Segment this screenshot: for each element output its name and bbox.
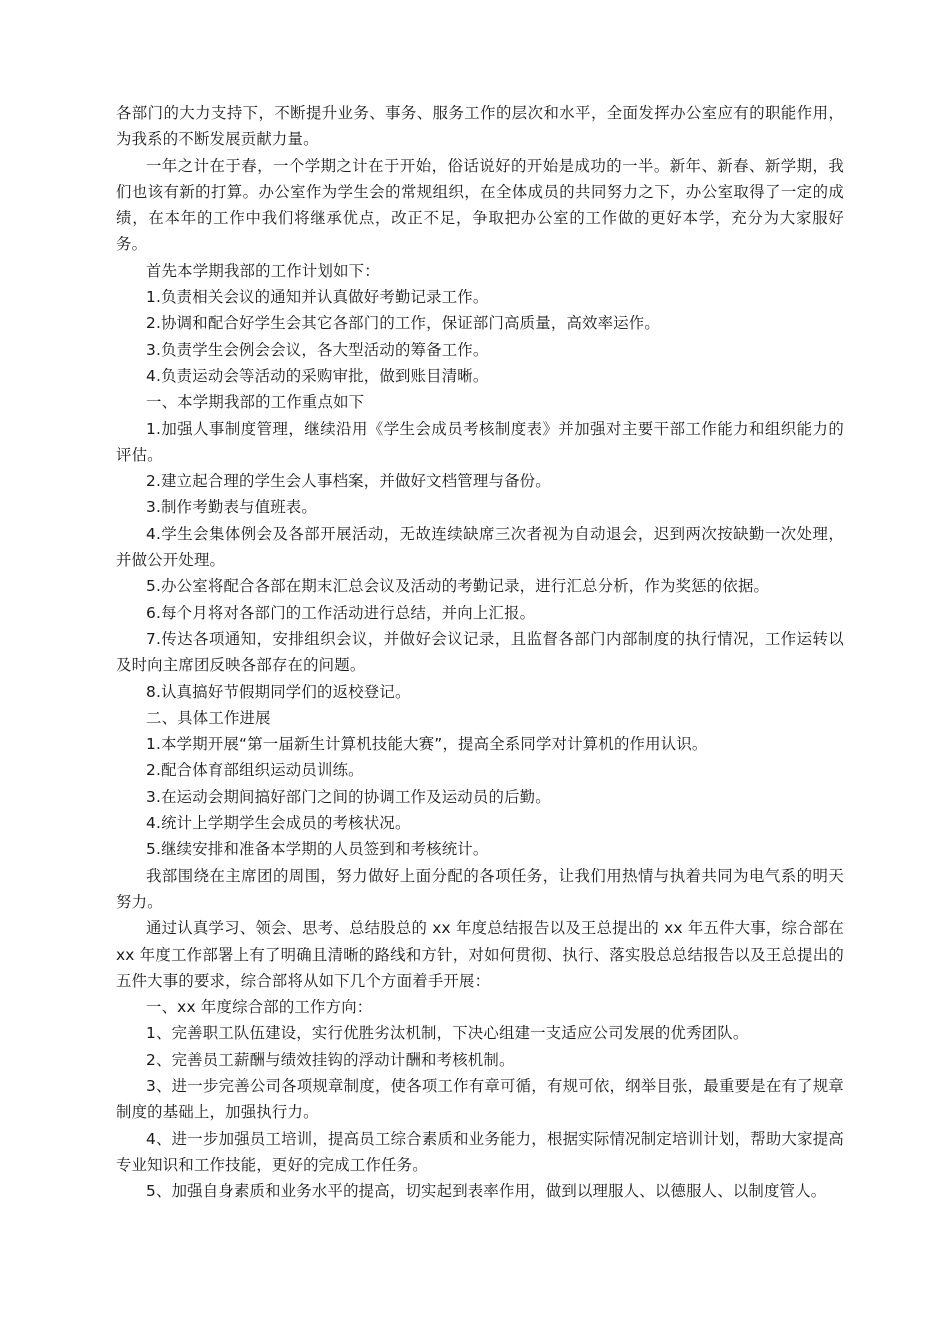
list-item: 7.传达各项通知，安排组织会议，并做好会议记录，且监督各部门内部制度的执行情况，工作运转以及时向主席团反映各部存在的问题。 [116,629,844,675]
list-item: 4、进一步加强员工培训，提高员工综合素质和业务能力，根据实际情况制定培训计划，帮助大家提高专业知识和工作技能，更好的完成工作任务。 [116,1129,844,1174]
list-item: 3.制作考勤表与值班表。 [146,498,317,517]
section-heading: 二、具体工作进展 [146,708,271,727]
list-item: 3、进一步完善公司各项规章制度，使各项工作有章可循，有规可依，纲举目张，最重要是在有了规章制度的基础上，加强执行力。 [116,1076,844,1122]
list-item: 3.负责学生会例会会议，各大型活动的筹备工作。 [146,340,489,359]
list-item: 1、完善职工队伍建设，实行优胜劣汰机制，下决心组建一支适应公司发展的优秀团队。 [146,1024,749,1043]
list-item: 1.本学期开展“第一届新生计算机技能大赛”，提高全系同学对计算机的作用认识。 [146,735,708,754]
list-item: 4.负责运动会等活动的采购审批，做到账目清晰。 [146,366,489,385]
paragraph: 我部围绕在主席团的周围，努力做好上面分配的各项任务，让我们用热情与执着共同为电气系的明天努力。 [116,866,844,911]
list-item: 8.认真搞好节假期同学们的返校登记。 [146,682,411,701]
list-item: 5、加强自身素质和业务水平的提高，切实起到表率作用，做到以理服人、以德服人、以制度管人。 [146,1182,827,1201]
list-item: 5.办公室将配合各部在期末汇总会议及活动的考勤记录，进行汇总分析，作为奖惩的依据。 [146,577,770,596]
paragraph: 通过认真学习、领会、思考、总结股总的 xx 年度总结报告以及王总提出的 xx 年五件大事，综合部在 xx 年度工作部署上有了明确且清晰的路线和方针，对如何贯彻、执行、落实股总总结报告以及王总提出的五件大事的要求，综合部将从如下几个方面着手开展： [116,919,844,990]
paragraph: 首先本学期我部的工作计划如下： [146,261,380,280]
paragraph: 一年之计在于春，一个学期之计在于开始，俗话说好的开始是成功的一半。新年、新春、新学期，我们也该有新的打算。办公室作为学生会的常规组织，在全体成员的共同努力之下，办公室取得了一定的成绩，在本年的工作中我们将继承优点，改正不足，争取把办公室的工作做的更好本学，充分为大家服好务。 [116,156,844,254]
list-item: 4.统计上学期学生会成员的考核状况。 [146,814,411,833]
list-item: 2.建立起合理的学生会人事档案，并做好文档管理与备份。 [146,472,551,491]
list-item: 2、完善员工薪酬与绩效挂钩的浮动计酬和考核机制。 [146,1050,515,1069]
list-item: 4.学生会集体例会及各部开展活动，无故连续缺席三次者视为自动退会，迟到两次按缺勤一次处理，并做公开处理。 [116,524,844,570]
paragraph: 各部门的大力支持下，不断提升业务、事务、服务工作的层次和水平，全面发挥办公室应有的职能作用，为我系的不断发展贡献力量。 [116,104,844,149]
list-item: 1.负责相关会议的通知并认真做好考勤记录工作。 [146,288,489,307]
list-item: 6.每个月将对各部门的工作活动进行总结，并向上汇报。 [146,603,536,622]
list-item: 1.加强人事制度管理，继续沿用《学生会成员考核制度表》并加强对主要干部工作能力和组织能力的评估。 [116,419,844,464]
list-item: 3.在运动会期间搞好部门之间的协调工作及运动员的后勤。 [146,787,551,806]
section-heading: 一、本学期我部的工作重点如下 [146,393,365,412]
list-item: 5.继续安排和准备本学期的人员签到和考核统计。 [146,840,489,859]
list-item: 2.配合体育部组织运动员训练。 [146,761,364,780]
section-heading: 一、xx 年度综合部的工作方向： [146,998,373,1017]
document-body [116,100,844,1204]
list-item: 2.协调和配合好学生会其它各部门的工作，保证部门高质量，高效率运作。 [146,314,660,333]
